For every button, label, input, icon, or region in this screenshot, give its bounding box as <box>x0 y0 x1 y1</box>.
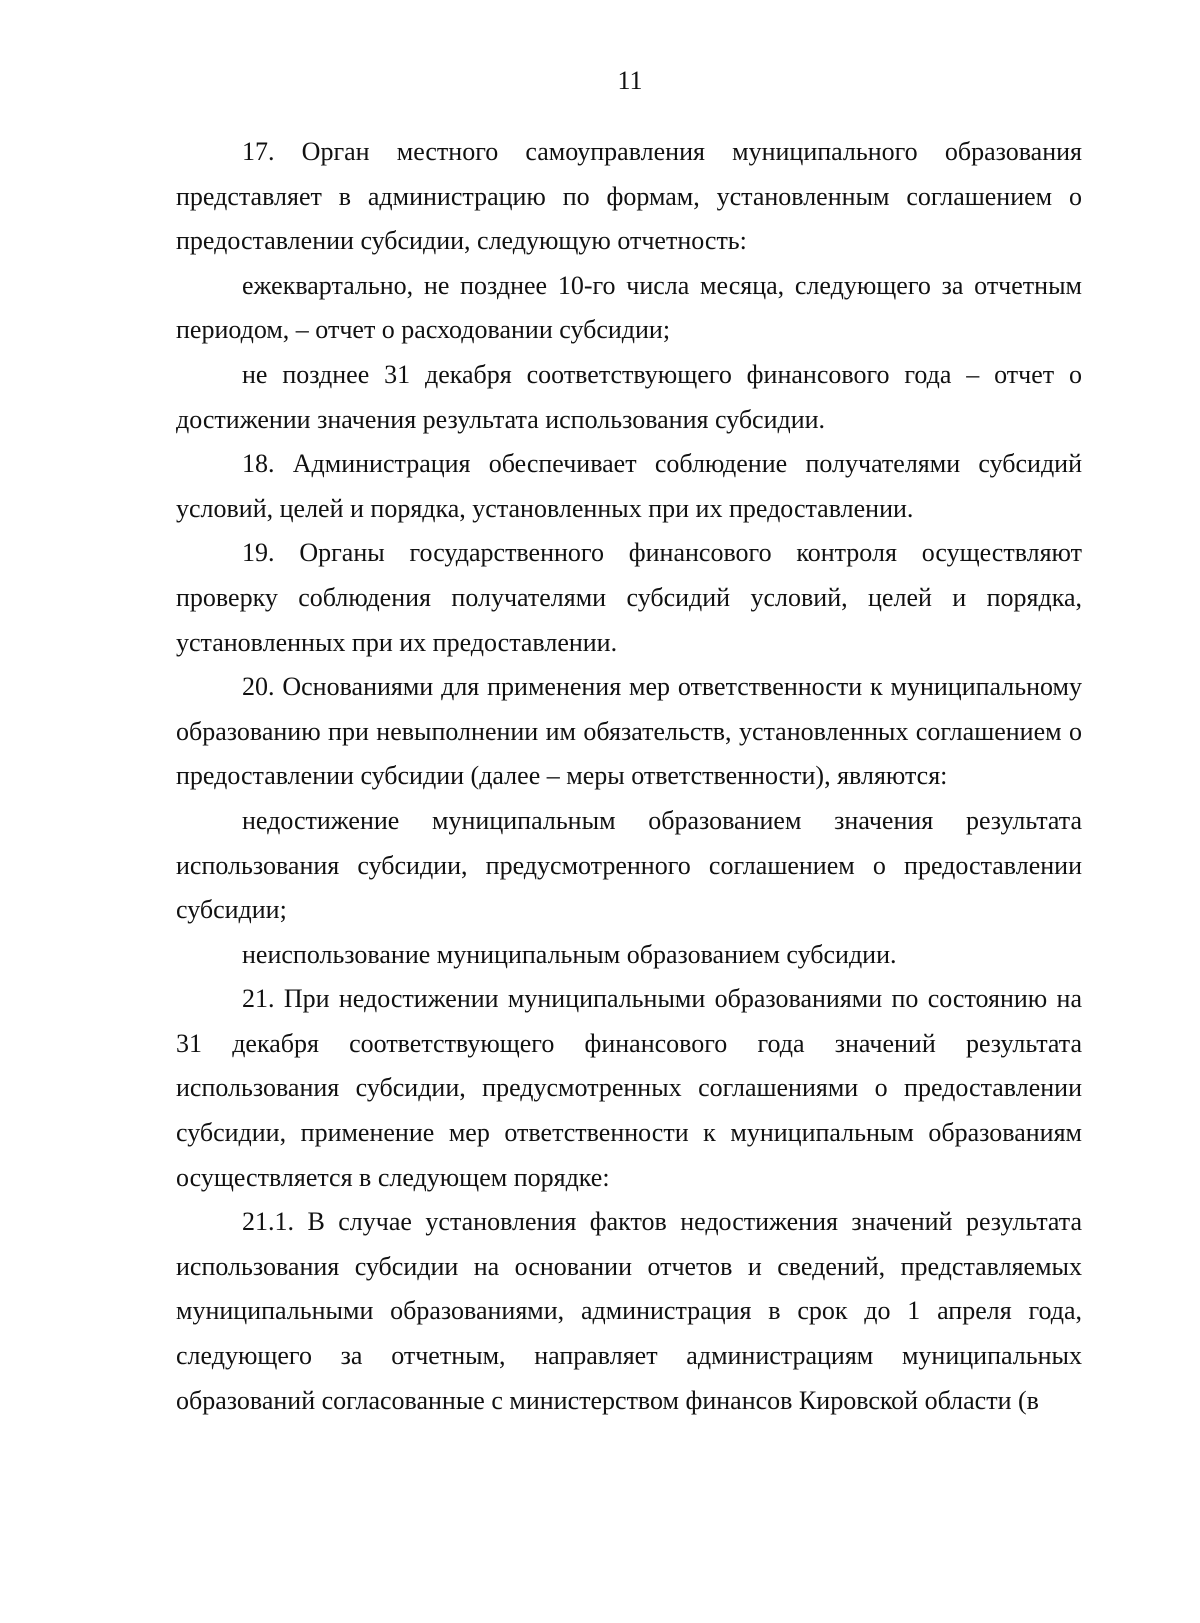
paragraph-21-1: 21.1. В случае установления фактов недостижения значений результата использования субсидии на основании отчетов и сведений, представляемых муниципальными образованиями, администрация в срок до 1 апреля года, следующего за отчетным, направляет администрациям муниципальных образований согласованные с министерством финансов Кировской области (в <box>176 1207 1082 1415</box>
paragraph-17-annual: не позднее 31 декабря соответствующего финансового года – отчет о достижении значения результата использования субсидии. <box>176 359 1082 434</box>
paragraph-20: 20. Основаниями для применения мер ответственности к муниципальному образованию при невыполнении им обязательств, установленных соглашением о предоставлении субсидии (далее – меры ответственности), являются: <box>176 672 1082 791</box>
paragraph-17: 17. Орган местного самоуправления муниципального образования представляет в администрацию по формам, установленным соглашением о предоставлении субсидии, следующую отчетность: <box>176 137 1082 256</box>
paragraph-20-nonuse: неиспользование муниципальным образованием субсидии. <box>242 939 897 969</box>
paragraph-18: 18. Администрация обеспечивает соблюдение получателями субсидий условий, целей и порядка, установленных при их предоставлении. <box>176 449 1082 523</box>
page-number: 11 <box>617 66 643 95</box>
paragraph-21: 21. При недостижении муниципальными образованиями по состоянию на 31 декабря соответствующего финансового года значений результата использования субсидии, предусмотренных соглашениями о предоставлении субсидии, применение мер ответственности к муниципальным образованиям осуществляется в следующем порядке: <box>176 984 1082 1192</box>
paragraph-19: 19. Органы государственного финансового контроля осуществляют проверку соблюдения получателями субсидий условий, целей и порядка, установленных при их предоставлении. <box>176 538 1082 657</box>
paragraph-20-nonachievement: недостижение муниципальным образованием значения результата использования субсидии, предусмотренного соглашением о предоставлении субсидии; <box>176 805 1082 925</box>
document-body <box>176 130 1082 1423</box>
paragraph-17-quarterly: ежеквартально, не позднее 10-го числа месяца, следующего за отчетным периодом, – отчет о расходовании субсидии; <box>176 270 1082 345</box>
